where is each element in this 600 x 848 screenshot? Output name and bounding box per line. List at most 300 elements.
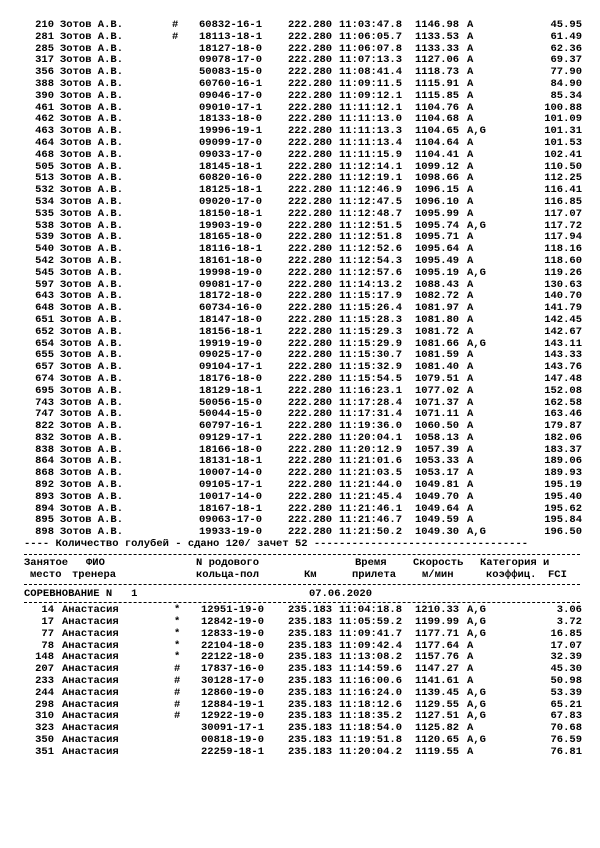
cell-cat: А (467, 361, 474, 374)
cell-name: Зотов А.В. (60, 113, 124, 126)
cell-time: 11:12:52.6 (339, 243, 403, 256)
cell-ring: 18166-18-0 (199, 443, 263, 456)
cell-name: Зотов А.В. (60, 54, 124, 67)
cell-ring: 18165-18-0 (199, 231, 263, 244)
cell-fci: 100.88 (544, 101, 582, 114)
table-row (0, 91, 600, 103)
cell-name: Зотов А.В. (60, 125, 124, 138)
cell-cat: А (467, 77, 474, 90)
cell-speed: 1104.64 (415, 136, 460, 149)
cell-ring: 09025-17-0 (199, 349, 263, 362)
cell-fci: 70.68 (550, 722, 582, 735)
cell-km: 222.280 (288, 136, 333, 149)
cell-cat: А (467, 136, 474, 149)
cell-speed: 1118.73 (415, 66, 460, 79)
cell-cat: А (467, 113, 474, 126)
cell-ring: 18172-18-0 (199, 290, 263, 303)
cell-ring: 12842-19-0 (201, 616, 265, 629)
cell-ring: 12884-19-1 (201, 698, 265, 711)
cell-ring: 18145-18-1 (199, 160, 263, 173)
cell-speed: 1141.61 (415, 675, 460, 688)
cell-fci: 101.09 (544, 113, 582, 126)
cell-cat: А (467, 148, 474, 161)
cell-name: Анастасия (62, 698, 119, 711)
cell-ring: 12922-19-0 (201, 710, 265, 723)
cell-km: 222.280 (288, 66, 333, 79)
cell-speed: 1125.82 (415, 722, 460, 735)
cell-ring: 60832-16-1 (199, 19, 263, 31)
cell-fci: 84.90 (550, 77, 582, 90)
cell-ring: 18125-18-1 (199, 184, 263, 197)
cell-cat: А (467, 408, 474, 421)
table-row (0, 629, 600, 641)
cell-km: 222.280 (288, 490, 333, 503)
cell-name: Зотов А.В. (60, 526, 124, 539)
cell-time: 11:04:18.8 (339, 604, 403, 617)
cell-name: Анастасия (62, 710, 119, 723)
cell-name: Зотов А.В. (60, 219, 124, 232)
cell-place: 895 (35, 514, 54, 527)
cell-time: 11:20:04.1 (339, 431, 403, 444)
cell-ring: 19919-19-0 (199, 337, 263, 350)
cell-fci: 76.59 (550, 734, 582, 747)
cell-fci: 16.85 (550, 627, 582, 640)
cell-cat: А (467, 479, 474, 492)
cell-speed: 1104.68 (415, 113, 460, 126)
cell-km: 222.280 (288, 54, 333, 67)
cell-ring: 09033-17-0 (199, 148, 263, 161)
cell-speed: 1115.91 (415, 77, 460, 90)
cell-time: 11:11:15.9 (339, 148, 403, 161)
cell-time: 11:09:42.4 (339, 639, 403, 652)
cell-cat: А (467, 443, 474, 456)
cell-cat: А (467, 30, 474, 43)
cell-fci: 101.53 (544, 136, 582, 149)
cell-place: 651 (35, 313, 54, 326)
cell-km: 222.280 (288, 443, 333, 456)
cell-time: 11:20:12.9 (339, 443, 403, 456)
cell-time: 11:09:41.7 (339, 627, 403, 640)
cell-place: 674 (35, 372, 54, 385)
cell-time: 11:16:24.0 (339, 686, 403, 699)
cell-speed: 1079.51 (415, 372, 460, 385)
cell-speed: 1049.30 (415, 526, 460, 539)
cell-name: Зотов А.В. (60, 148, 124, 161)
cell-cat: А,G (467, 604, 486, 617)
cell-name: Анастасия (62, 745, 119, 758)
cell-name: Зотов А.В. (60, 89, 124, 102)
header-coef: коэффиц. (486, 568, 537, 581)
cell-ring: 18150-18-1 (199, 207, 263, 220)
cell-fci: 195.62 (544, 502, 582, 515)
cell-name: Зотов А.В. (60, 313, 124, 326)
cell-name: Анастасия (62, 663, 119, 676)
cell-place: 542 (35, 254, 54, 267)
cell-ring: 17837-16-0 (201, 663, 265, 676)
cell-name: Анастасия (62, 651, 119, 664)
cell-fci: 182.06 (544, 431, 582, 444)
cell-speed: 1049.81 (415, 479, 460, 492)
cell-place: 350 (35, 734, 54, 747)
cell-cat: А,G (467, 337, 486, 350)
cell-fci: 102.41 (544, 148, 582, 161)
cell-km: 222.280 (288, 502, 333, 515)
cell-km: 222.280 (288, 101, 333, 114)
cell-km: 222.280 (288, 160, 333, 173)
cell-km: 222.280 (288, 30, 333, 43)
cell-speed: 1096.15 (415, 184, 460, 197)
cell-time: 11:15:17.9 (339, 290, 403, 303)
cell-place: 351 (35, 745, 54, 758)
cell-fci: 196.50 (544, 526, 582, 539)
cell-cat: А (467, 502, 474, 515)
cell-name: Анастасия (62, 734, 119, 747)
cell-place: 864 (35, 455, 54, 468)
header-fci: FCI (548, 568, 567, 581)
cell-ring: 18133-18-0 (199, 113, 263, 126)
cell-cat: А (467, 663, 474, 676)
cell-cat: А,G (467, 125, 486, 138)
cell-cat: А (467, 243, 474, 256)
cell-speed: 1120.65 (415, 734, 460, 747)
cell-ring: 18147-18-0 (199, 313, 263, 326)
cell-name: Зотов А.В. (60, 431, 124, 444)
table-row (0, 256, 600, 268)
cell-place: 532 (35, 184, 54, 197)
cell-place: 534 (35, 195, 54, 208)
cell-speed: 1147.27 (415, 663, 460, 676)
cell-time: 11:07:13.3 (339, 54, 403, 67)
cell-ring: 19998-19-0 (199, 266, 263, 279)
cell-fci: 119.26 (544, 266, 582, 279)
cell-km: 222.280 (288, 243, 333, 256)
cell-ring: 18167-18-1 (199, 502, 263, 515)
cell-place: 652 (35, 325, 54, 338)
cell-ring: 50083-15-0 (199, 66, 263, 79)
cell-time: 11:21:50.2 (339, 526, 403, 539)
cell-speed: 1095.74 (415, 219, 460, 232)
divider (24, 584, 580, 585)
cell-cat: А (467, 313, 474, 326)
cell-ring: 12860-19-0 (201, 686, 265, 699)
cell-place: 747 (35, 408, 54, 421)
cell-place: 210 (35, 19, 54, 31)
cell-mark: * (174, 604, 181, 617)
cell-fci: 53.39 (550, 686, 582, 699)
cell-km: 222.280 (288, 125, 333, 138)
column-header-row-1 (0, 558, 600, 570)
cell-time: 11:18:12.6 (339, 698, 403, 711)
cell-ring: 50044-15-0 (199, 408, 263, 421)
cell-name: Зотов А.В. (60, 443, 124, 456)
cell-time: 11:20:04.2 (339, 745, 403, 758)
cell-speed: 1071.37 (415, 396, 460, 409)
cell-km: 222.280 (288, 207, 333, 220)
cell-fci: 45.95 (550, 19, 582, 31)
cell-fci: 195.19 (544, 479, 582, 492)
header-mmin: м/мин (422, 568, 454, 581)
cell-name: Анастасия (62, 627, 119, 640)
header-arrival: прилета (352, 568, 397, 581)
cell-cat: А,G (467, 616, 486, 629)
cell-speed: 1095.49 (415, 254, 460, 267)
cell-ring: 09078-17-0 (199, 54, 263, 67)
cell-ring: 60760-16-1 (199, 77, 263, 90)
cell-cat: А (467, 420, 474, 433)
cell-fci: 143.33 (544, 349, 582, 362)
cell-time: 11:12:51.8 (339, 231, 403, 244)
cell-name: Зотов А.В. (60, 195, 124, 208)
cell-mark: # (174, 675, 181, 688)
cell-time: 11:21:03.5 (339, 467, 403, 480)
cell-place: 538 (35, 219, 54, 232)
cell-place: 461 (35, 101, 54, 114)
cell-fci: 141.79 (544, 302, 582, 315)
cell-place: 743 (35, 396, 54, 409)
cell-fci: 76.81 (550, 745, 582, 758)
cell-name: Зотов А.В. (60, 101, 124, 114)
cell-mark: # (174, 698, 181, 711)
results-table-anastasia (0, 605, 600, 758)
cell-speed: 1129.55 (415, 698, 460, 711)
cell-time: 11:16:00.6 (339, 675, 403, 688)
divider (24, 602, 580, 603)
competition-row (0, 589, 600, 601)
cell-km: 222.280 (288, 77, 333, 90)
cell-place: 390 (35, 89, 54, 102)
cell-ring: 18129-18-1 (199, 384, 263, 397)
cell-km: 222.280 (288, 455, 333, 468)
cell-km: 222.280 (288, 302, 333, 315)
table-row (0, 150, 600, 162)
cell-time: 11:11:12.1 (339, 101, 403, 114)
cell-time: 11:14:59.6 (339, 663, 403, 676)
cell-place: 643 (35, 290, 54, 303)
cell-speed: 1077.02 (415, 384, 460, 397)
cell-km: 222.280 (288, 184, 333, 197)
cell-km: 235.183 (288, 604, 333, 617)
cell-time: 11:06:07.8 (339, 42, 403, 55)
cell-cat: А (467, 207, 474, 220)
column-header-row-2 (0, 570, 600, 582)
table-row (0, 688, 600, 700)
cell-place: 654 (35, 337, 54, 350)
cell-time: 11:12:48.7 (339, 207, 403, 220)
cell-ring: 60797-16-1 (199, 420, 263, 433)
cell-fci: 67.83 (550, 710, 582, 723)
header-category: Категория и (480, 556, 550, 569)
cell-km: 222.280 (288, 172, 333, 185)
cell-place: 468 (35, 148, 54, 161)
cell-km: 222.280 (288, 42, 333, 55)
cell-name: Зотов А.В. (60, 160, 124, 173)
cell-cat: А (467, 172, 474, 185)
cell-km: 235.183 (288, 627, 333, 640)
cell-name: Зотов А.В. (60, 172, 124, 185)
cell-name: Зотов А.В. (60, 396, 124, 409)
cell-speed: 1081.66 (415, 337, 460, 350)
cell-name: Зотов А.В. (60, 420, 124, 433)
cell-cat: А (467, 101, 474, 114)
cell-name: Зотов А.В. (60, 231, 124, 244)
cell-time: 11:12:46.9 (339, 184, 403, 197)
cell-speed: 1104.41 (415, 148, 460, 161)
cell-fci: 45.30 (550, 663, 582, 676)
cell-time: 11:21:46.1 (339, 502, 403, 515)
cell-mark: # (172, 30, 179, 43)
cell-km: 222.280 (288, 420, 333, 433)
cell-speed: 1210.33 (415, 604, 460, 617)
cell-speed: 1082.72 (415, 290, 460, 303)
cell-ring: 10007-14-0 (199, 467, 263, 480)
cell-time: 11:18:54.0 (339, 722, 403, 735)
cell-speed: 1095.99 (415, 207, 460, 220)
cell-time: 11:21:46.7 (339, 514, 403, 527)
cell-speed: 1146.98 (415, 19, 460, 31)
cell-ring: 12833-19-0 (201, 627, 265, 640)
cell-km: 222.280 (288, 266, 333, 279)
cell-km: 235.183 (288, 686, 333, 699)
cell-time: 11:13:08.2 (339, 651, 403, 664)
cell-ring: 22259-18-1 (201, 745, 265, 758)
cell-cat: А (467, 651, 474, 664)
cell-name: Анастасия (62, 722, 119, 735)
cell-place: 14 (41, 604, 54, 617)
cell-km: 235.183 (288, 734, 333, 747)
header-km: Км (304, 568, 317, 581)
cell-fci: 65.21 (550, 698, 582, 711)
cell-fci: 117.94 (544, 231, 582, 244)
cell-km: 235.183 (288, 698, 333, 711)
cell-name: Зотов А.В. (60, 42, 124, 55)
cell-cat: А (467, 384, 474, 397)
results-table-zotov (0, 20, 600, 539)
cell-speed: 1177.71 (415, 627, 460, 640)
cell-time: 11:12:51.5 (339, 219, 403, 232)
cell-place: 513 (35, 172, 54, 185)
cell-time: 11:15:29.3 (339, 325, 403, 338)
cell-time: 11:15:30.7 (339, 349, 403, 362)
cell-time: 11:03:47.8 (339, 19, 403, 31)
cell-place: 539 (35, 231, 54, 244)
cell-fci: 61.49 (550, 30, 582, 43)
cell-place: 695 (35, 384, 54, 397)
cell-name: Зотов А.В. (60, 337, 124, 350)
table-row (0, 327, 600, 339)
cell-ring: 60820-16-0 (199, 172, 263, 185)
cell-name: Зотов А.В. (60, 207, 124, 220)
competition-date: 07.06.2020 (309, 588, 373, 601)
cell-cat: А (467, 54, 474, 67)
cell-ring: 18127-18-0 (199, 42, 263, 55)
cell-time: 11:11:13.4 (339, 136, 403, 149)
cell-name: Зотов А.В. (60, 372, 124, 385)
cell-place: 323 (35, 722, 54, 735)
cell-ring: 09046-17-0 (199, 89, 263, 102)
cell-cat: А (467, 467, 474, 480)
cell-fci: 116.85 (544, 195, 582, 208)
cell-km: 222.280 (288, 195, 333, 208)
cell-cat: А (467, 184, 474, 197)
header-trainer: тренера (72, 568, 117, 581)
cell-place: 356 (35, 66, 54, 79)
cell-fci: 163.46 (544, 408, 582, 421)
table-row (0, 79, 600, 91)
cell-fci: 112.25 (544, 172, 582, 185)
table-row (0, 209, 600, 221)
cell-ring: 19996-19-1 (199, 125, 263, 138)
cell-time: 11:15:28.3 (339, 313, 403, 326)
cell-cat: А (467, 722, 474, 735)
cell-place: 310 (35, 710, 54, 723)
cell-time: 11:15:29.9 (339, 337, 403, 350)
cell-name: Анастасия (62, 675, 119, 688)
cell-speed: 1104.76 (415, 101, 460, 114)
cell-ring: 09129-17-1 (199, 431, 263, 444)
cell-ring: 09010-17-1 (199, 101, 263, 114)
cell-mark: # (174, 663, 181, 676)
cell-place: 207 (35, 663, 54, 676)
cell-speed: 1053.33 (415, 455, 460, 468)
cell-speed: 1060.50 (415, 420, 460, 433)
cell-fci: 118.60 (544, 254, 582, 267)
cell-ring: 30128-17-0 (201, 675, 265, 688)
cell-speed: 1071.11 (415, 408, 460, 421)
cell-time: 11:06:05.7 (339, 30, 403, 43)
cell-speed: 1058.13 (415, 431, 460, 444)
cell-cat: А (467, 325, 474, 338)
cell-speed: 1133.33 (415, 42, 460, 55)
cell-fci: 195.40 (544, 490, 582, 503)
cell-cat: А (467, 42, 474, 55)
table-row (0, 32, 600, 44)
header-name: ФИО (86, 556, 105, 569)
cell-place: 148 (35, 651, 54, 664)
cell-name: Зотов А.В. (60, 254, 124, 267)
cell-ring: 22122-18-0 (201, 651, 265, 664)
cell-ring: 50056-15-0 (199, 396, 263, 409)
cell-place: 462 (35, 113, 54, 126)
cell-km: 235.183 (288, 710, 333, 723)
cell-time: 11:19:36.0 (339, 420, 403, 433)
cell-time: 11:12:57.6 (339, 266, 403, 279)
cell-km: 235.183 (288, 722, 333, 735)
cell-fci: 147.48 (544, 372, 582, 385)
cell-cat: А (467, 195, 474, 208)
cell-fci: 17.07 (550, 639, 582, 652)
cell-time: 11:12:19.1 (339, 172, 403, 185)
cell-speed: 1096.10 (415, 195, 460, 208)
cell-place: 463 (35, 125, 54, 138)
cell-ring: 12951-19-0 (201, 604, 265, 617)
cell-time: 11:11:13.3 (339, 125, 403, 138)
cell-place: 657 (35, 361, 54, 374)
cell-fci: 101.31 (544, 125, 582, 138)
cell-km: 222.280 (288, 396, 333, 409)
cell-cat: А (467, 639, 474, 652)
competition-label: СОРЕВНОВАНИЕ N 1 (24, 588, 138, 601)
cell-fci: 143.76 (544, 361, 582, 374)
cell-name: Зотов А.В. (60, 490, 124, 503)
cell-cat: А (467, 455, 474, 468)
cell-speed: 1127.06 (415, 54, 460, 67)
cell-time: 11:09:12.1 (339, 89, 403, 102)
cell-cat: А (467, 302, 474, 315)
cell-name: Зотов А.В. (60, 184, 124, 197)
cell-ring: 60734-16-0 (199, 302, 263, 315)
cell-name: Зотов А.В. (60, 278, 124, 291)
cell-fci: 195.84 (544, 514, 582, 527)
